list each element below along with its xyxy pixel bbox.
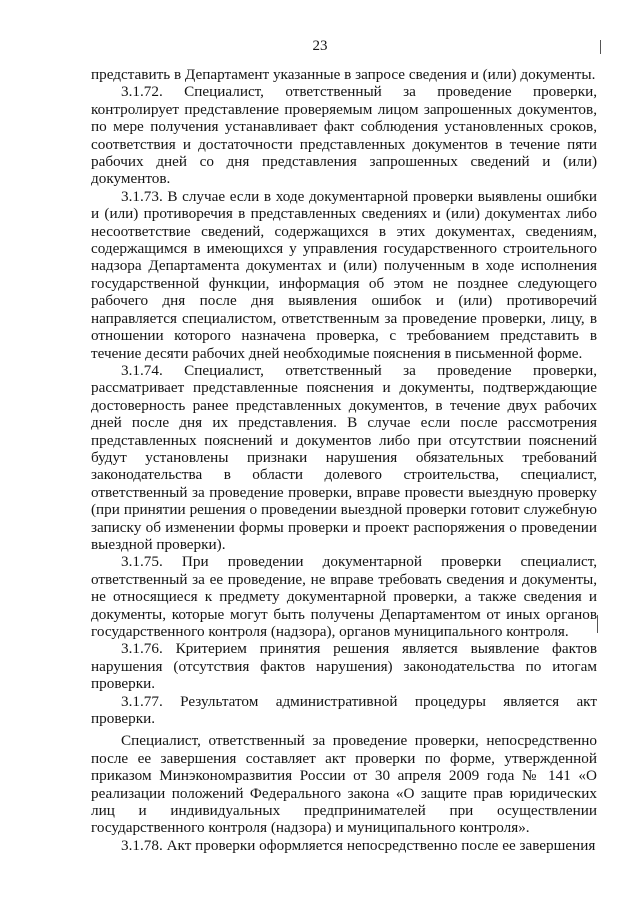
paragraph-3-1-75: 3.1.75. При проведении документарной проверки специалист, ответственный за ее проведение, не вправе требовать сведения и документы, не относящиеся к предмету документарной проверки, а также сведения и документы, которые могут быть получены Департаментом от иных органов государственного контроля (надзора), органов муниципального контроля. xyxy=(91,553,597,640)
page-number: 23 xyxy=(312,38,328,54)
document-body xyxy=(91,66,597,854)
paragraph-3-1-76: 3.1.76. Критерием принятия решения является выявление фактов нарушения (отсутствия фактов нарушения) законодательства по итогам проверки. xyxy=(91,640,597,693)
paragraph-3-1-72: 3.1.72. Специалист, ответственный за проведение проверки, контролирует представление проверяемым лицом запрошенных документов, по мере получения устанавливает факт соблюдения установленных сроков, соответствия и достаточности представленных документов в течение пяти рабочих дней со дня представления запрошенных сведений и (или) документов. xyxy=(91,83,597,188)
paragraph-inspection-act: Специалист, ответственный за проведение проверки, непосредственно после ее завершения составляет акт проверки по форме, утвержденной приказом Минэкономразвития России от 30 апреля 2009 года № 141 «О реализации положений Федерального закона «О защите прав юридических лиц и индивидуальных предпринимателей при осуществлении государственного контроля (надзора) и муниципального контроля». xyxy=(91,732,597,837)
paragraph-continuation: представить в Департамент указанные в запросе сведения и (или) документы. xyxy=(91,66,596,83)
paragraph-3-1-78: 3.1.78. Акт проверки оформляется непосредственно после ее завершения xyxy=(121,836,596,854)
paragraph-3-1-73: 3.1.73. В случае если в ходе документарной проверки выявлены ошибки и (или) противоречия в представленных сведениях и (или) документах либо несоответствие сведений, содержащихся в этих документах, сведениям, содержащимся в имеющихся у управления государственного строительного надзора Департамента документах и (или) полученным в ходе исполнения государственной функции, информация об этом не позднее следующего рабочего дня после дня выявления ошибок и (или) противоречий направляется специалистом, ответственным за проведение проверки, лицу, в отношении которого назначена проверка, с требованием представить в течение десяти рабочих дней необходимые пояснения в письменной форме. xyxy=(91,187,597,362)
margin-scan-mark xyxy=(597,615,598,633)
margin-scan-mark xyxy=(600,40,601,54)
paragraph-3-1-77: 3.1.77. Результатом административной процедуры является акт проверки. xyxy=(91,692,597,728)
paragraph-3-1-74: 3.1.74. Специалист, ответственный за проведение проверки, рассматривает представленные пояснения и документы, подтверждающие достоверность ранее представленных документов, в течение двух рабочих дней после дня их представления. В случае если после рассмотрения представленных пояснений и документов либо при отсутствии пояснений будут установлены признаки нарушения обязательных требований законодательства в области долевого строительства, специалист, ответственный за проведение проверки, вправе провести выездную проверку (при принятии решения о проведении выездной проверки готовит служебную записку об изменении формы проверки и проект распоряжения о проведении выездной проверки). xyxy=(91,361,597,553)
